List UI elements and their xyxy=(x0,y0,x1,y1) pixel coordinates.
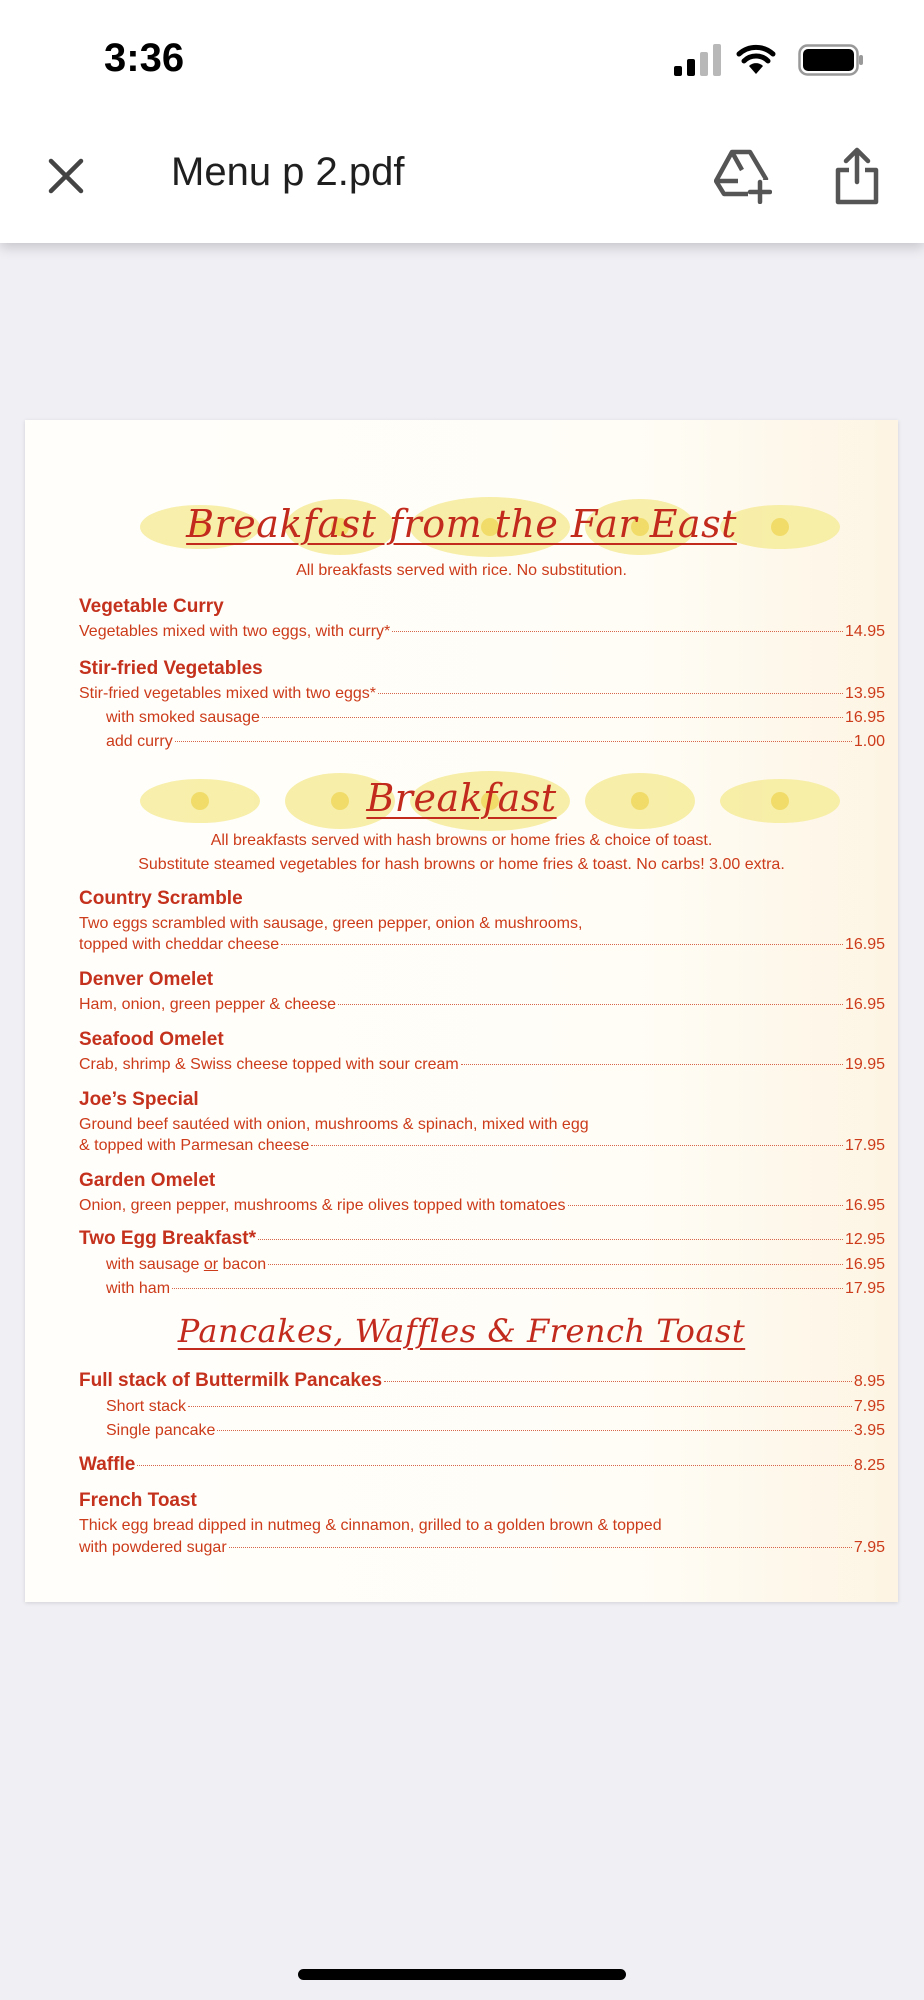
sub-price: 3.95 xyxy=(853,1422,885,1439)
item-two-egg-breakfast: Two Egg Breakfast* xyxy=(79,1228,257,1249)
item-joes-special: Joe’s Special xyxy=(79,1089,199,1110)
item-row xyxy=(79,1539,885,1557)
item-row xyxy=(79,936,885,954)
home-indicator[interactable] xyxy=(298,1969,626,1980)
leader-dots xyxy=(281,944,843,945)
sub-price: 1.00 xyxy=(853,733,885,750)
leader-dots xyxy=(175,741,852,742)
item-sub-row xyxy=(106,709,885,727)
section-title-far-east: Breakfast from the Far East xyxy=(186,502,737,546)
item-vegetable-curry: Vegetable Curry xyxy=(79,596,224,617)
leader-dots xyxy=(268,1264,843,1265)
item-desc: Stir-fried vegetables mixed with two eggs* xyxy=(79,685,377,702)
item-country-scramble: Country Scramble xyxy=(79,888,243,909)
item-desc: Vegetables mixed with two eggs, with curry* xyxy=(79,623,391,640)
leader-dots xyxy=(188,1406,852,1407)
item-desc: Onion, green pepper, mushrooms & ripe olives topped with tomatoes xyxy=(79,1197,566,1214)
share-icon[interactable] xyxy=(834,146,880,206)
signal-icon xyxy=(674,44,722,76)
item-desc: Crab, shrimp & Swiss cheese topped with sour cream xyxy=(79,1056,459,1073)
item-price: 8.25 xyxy=(853,1457,885,1474)
item-price: 16.95 xyxy=(844,996,885,1013)
item-row xyxy=(79,1370,885,1392)
sub-price: 7.95 xyxy=(853,1398,885,1415)
sub-label: Short stack xyxy=(106,1398,187,1415)
sub-price: 16.95 xyxy=(844,1256,885,1273)
item-seafood-omelet: Seafood Omelet xyxy=(79,1029,224,1050)
leader-dots xyxy=(568,1205,843,1206)
leader-dots xyxy=(262,717,843,718)
item-row xyxy=(79,996,885,1014)
sub-label: Single pancake xyxy=(106,1422,216,1439)
item-sub-row xyxy=(106,1422,885,1440)
item-price: 12.95 xyxy=(844,1231,885,1248)
item-full-stack-pancakes: Full stack of Buttermilk Pancakes xyxy=(79,1370,383,1391)
item-garden-omelet: Garden Omelet xyxy=(79,1170,216,1191)
section-note-breakfast-2: Substitute steamed vegetables for hash browns or home fries & toast. No carbs! 3.00 extra. xyxy=(138,856,785,873)
sub-price: 16.95 xyxy=(844,709,885,726)
section-title-pancakes: Pancakes, Waffles & French Toast xyxy=(177,1312,746,1350)
leader-dots xyxy=(217,1430,851,1431)
item-desc-line: Ground beef sautéed with onion, mushrooms & spinach, mixed with egg xyxy=(79,1116,589,1133)
leader-dots xyxy=(172,1288,843,1289)
item-desc-line: Two eggs scrambled with sausage, green pepper, onion & mushrooms, xyxy=(79,915,583,932)
sub-label: with ham xyxy=(106,1280,171,1297)
section-note-breakfast-1: All breakfasts served with hash browns or home fries & choice of toast. xyxy=(210,832,713,849)
sub-label: add curry xyxy=(106,733,173,750)
item-sub-row xyxy=(106,733,885,751)
item-french-toast: French Toast xyxy=(79,1490,197,1511)
leader-dots xyxy=(384,1381,852,1382)
leader-dots xyxy=(229,1547,852,1548)
item-denver-omelet: Denver Omelet xyxy=(79,969,214,990)
leader-dots xyxy=(338,1004,843,1005)
sub-label-post: bacon xyxy=(218,1256,267,1273)
wifi-icon xyxy=(736,42,776,76)
leader-dots xyxy=(311,1145,843,1146)
document-title: Menu p 2.pdf xyxy=(171,150,405,194)
item-desc: with powdered sugar xyxy=(79,1539,227,1556)
item-row xyxy=(79,685,885,703)
item-price: 17.95 xyxy=(844,1137,885,1154)
add-to-drive-icon[interactable] xyxy=(714,148,772,204)
item-sub-row xyxy=(106,1256,885,1274)
item-price: 8.95 xyxy=(853,1373,885,1390)
section-title-breakfast: Breakfast xyxy=(366,776,557,820)
leader-dots xyxy=(392,631,843,632)
leader-dots xyxy=(378,693,843,694)
item-price: 14.95 xyxy=(844,623,885,640)
item-stir-fried-vegetables: Stir-fried Vegetables xyxy=(79,658,263,679)
item-desc: & topped with Parmesan cheese xyxy=(79,1137,310,1154)
item-price: 16.95 xyxy=(844,936,885,953)
item-sub-row xyxy=(106,1280,885,1298)
item-price: 16.95 xyxy=(844,1197,885,1214)
item-price: 19.95 xyxy=(844,1056,885,1073)
item-waffle: Waffle xyxy=(79,1454,136,1475)
item-row xyxy=(79,1228,885,1250)
item-desc: topped with cheddar cheese xyxy=(79,936,280,953)
item-row xyxy=(79,623,885,641)
sub-price: 17.95 xyxy=(844,1280,885,1297)
item-desc: Ham, onion, green pepper & cheese xyxy=(79,996,337,1013)
section-note-far-east: All breakfasts served with rice. No substitution. xyxy=(296,562,627,579)
status-time: 3:36 xyxy=(104,36,185,80)
leader-dots xyxy=(258,1239,843,1240)
leader-dots xyxy=(461,1064,843,1065)
item-row xyxy=(79,1454,885,1476)
pdf-page[interactable] xyxy=(25,420,898,1602)
item-price: 13.95 xyxy=(844,685,885,702)
item-row xyxy=(79,1197,885,1215)
close-icon[interactable] xyxy=(42,152,90,200)
item-desc-line: Thick egg bread dipped in nutmeg & cinnamon, grilled to a golden brown & topped xyxy=(79,1517,662,1534)
sub-label-pre: with sausage xyxy=(106,1256,204,1273)
leader-dots xyxy=(137,1465,852,1466)
top-bar xyxy=(0,0,924,243)
battery-icon xyxy=(798,44,864,76)
sub-label xyxy=(106,1256,266,1274)
item-row xyxy=(79,1137,885,1155)
item-row xyxy=(79,1056,885,1074)
sub-label: with smoked sausage xyxy=(106,709,260,726)
item-price: 7.95 xyxy=(853,1539,885,1556)
item-sub-row xyxy=(106,1398,885,1416)
sub-label-or: or xyxy=(203,1256,219,1273)
